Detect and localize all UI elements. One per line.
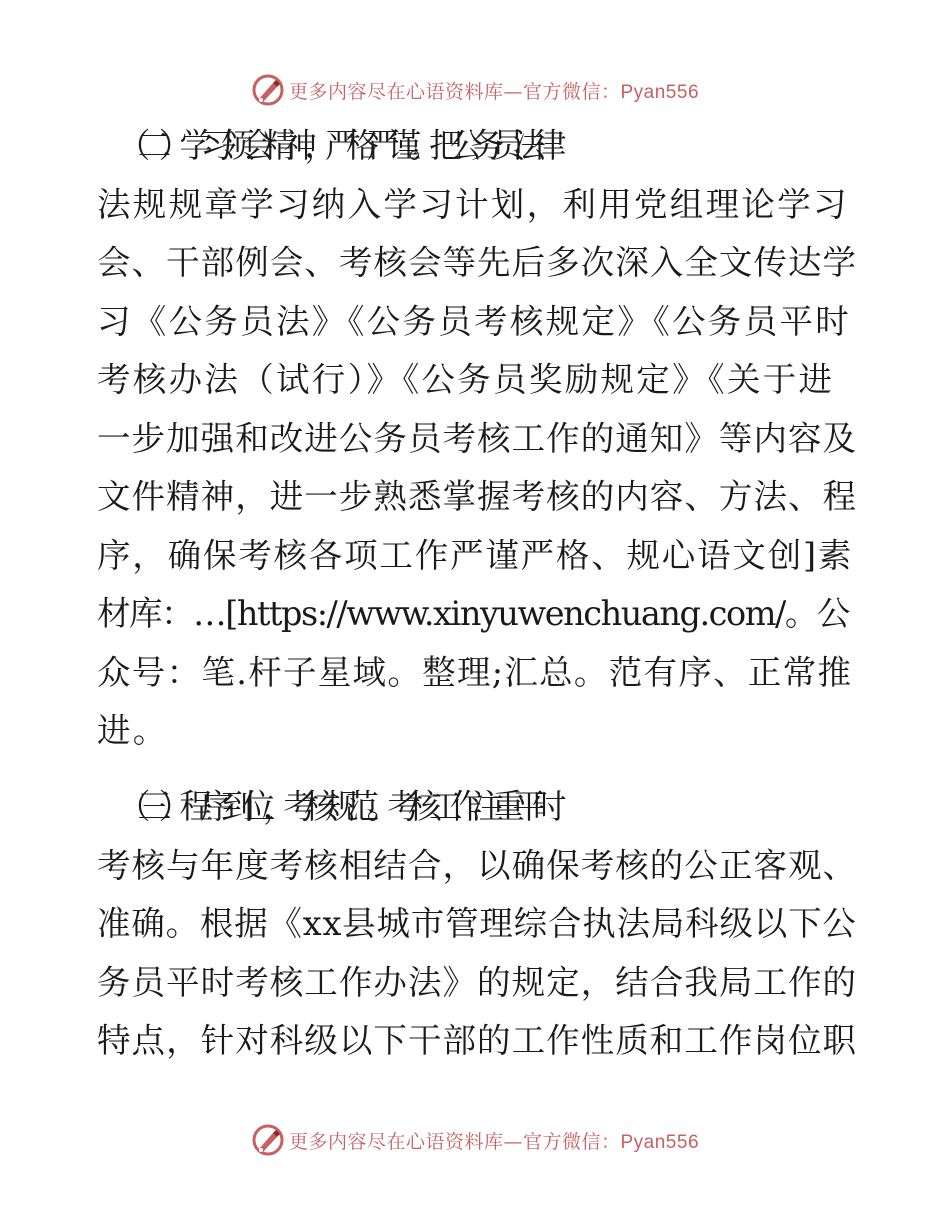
text-line: 进。	[97, 711, 169, 750]
text-line: 序，确保考核各项工作严谨严格、规心语文创]素	[97, 535, 854, 575]
paragraph-section-2	[97, 117, 857, 761]
text-line: 会、干部例会、考核会等先后多次深入全文传达学	[97, 243, 858, 282]
footer-banner-text: 更多内容尽在心语资料库—官方微信：	[288, 1130, 621, 1153]
pen-logo-icon	[251, 73, 285, 107]
text-line: 文件精神，进一步熟悉掌握考核的内容、方法、程	[97, 477, 858, 516]
text-line: 准确。根据《xx县城市管理综合执法局科级以下公	[97, 904, 857, 943]
text-line: 法规规章学习纳入学习计划，利用党组理论学习	[97, 184, 849, 224]
paragraph-section-3	[97, 778, 857, 1071]
header-watermark-banner	[0, 70, 950, 110]
pen-logo-icon	[251, 1123, 285, 1157]
header-banner-account: Pyan556	[620, 81, 700, 103]
text-line: 材库：…[https://www.xinyuwenchuang.com/。公	[97, 594, 849, 633]
text-line: 特点，针对科级以下干部的工作性质和工作岗位职	[97, 1021, 858, 1060]
text-line: 务员平时考核工作办法》的规定，结合我局工作的	[97, 962, 858, 1002]
text-line: 一步加强和改进公务员考核工作的通知》等内容及	[97, 418, 858, 458]
text-line: 考核与年度考核相结合，以确保考核的公正客观、	[97, 845, 858, 885]
text-line: 习《公务员法》《公务员考核规定》《公务员平时	[97, 301, 852, 341]
text-line: 考核办法（试行）》《公务员奖励规定》《关于进	[97, 360, 835, 399]
text-line: 众号：笔.杆子星域。整理;汇总。范有序、正常推	[97, 652, 853, 692]
header-banner-text: 更多内容尽在心语资料库—官方微信：	[288, 80, 621, 103]
text-line: （二）学习领会精神，严格严谨。把公务员法律	[117, 126, 554, 165]
text-line: （三）程序到位，考核规范。考核工作注重平时	[117, 787, 554, 826]
footer-watermark-banner	[0, 1120, 950, 1160]
footer-banner-account: Pyan556	[620, 1131, 700, 1153]
